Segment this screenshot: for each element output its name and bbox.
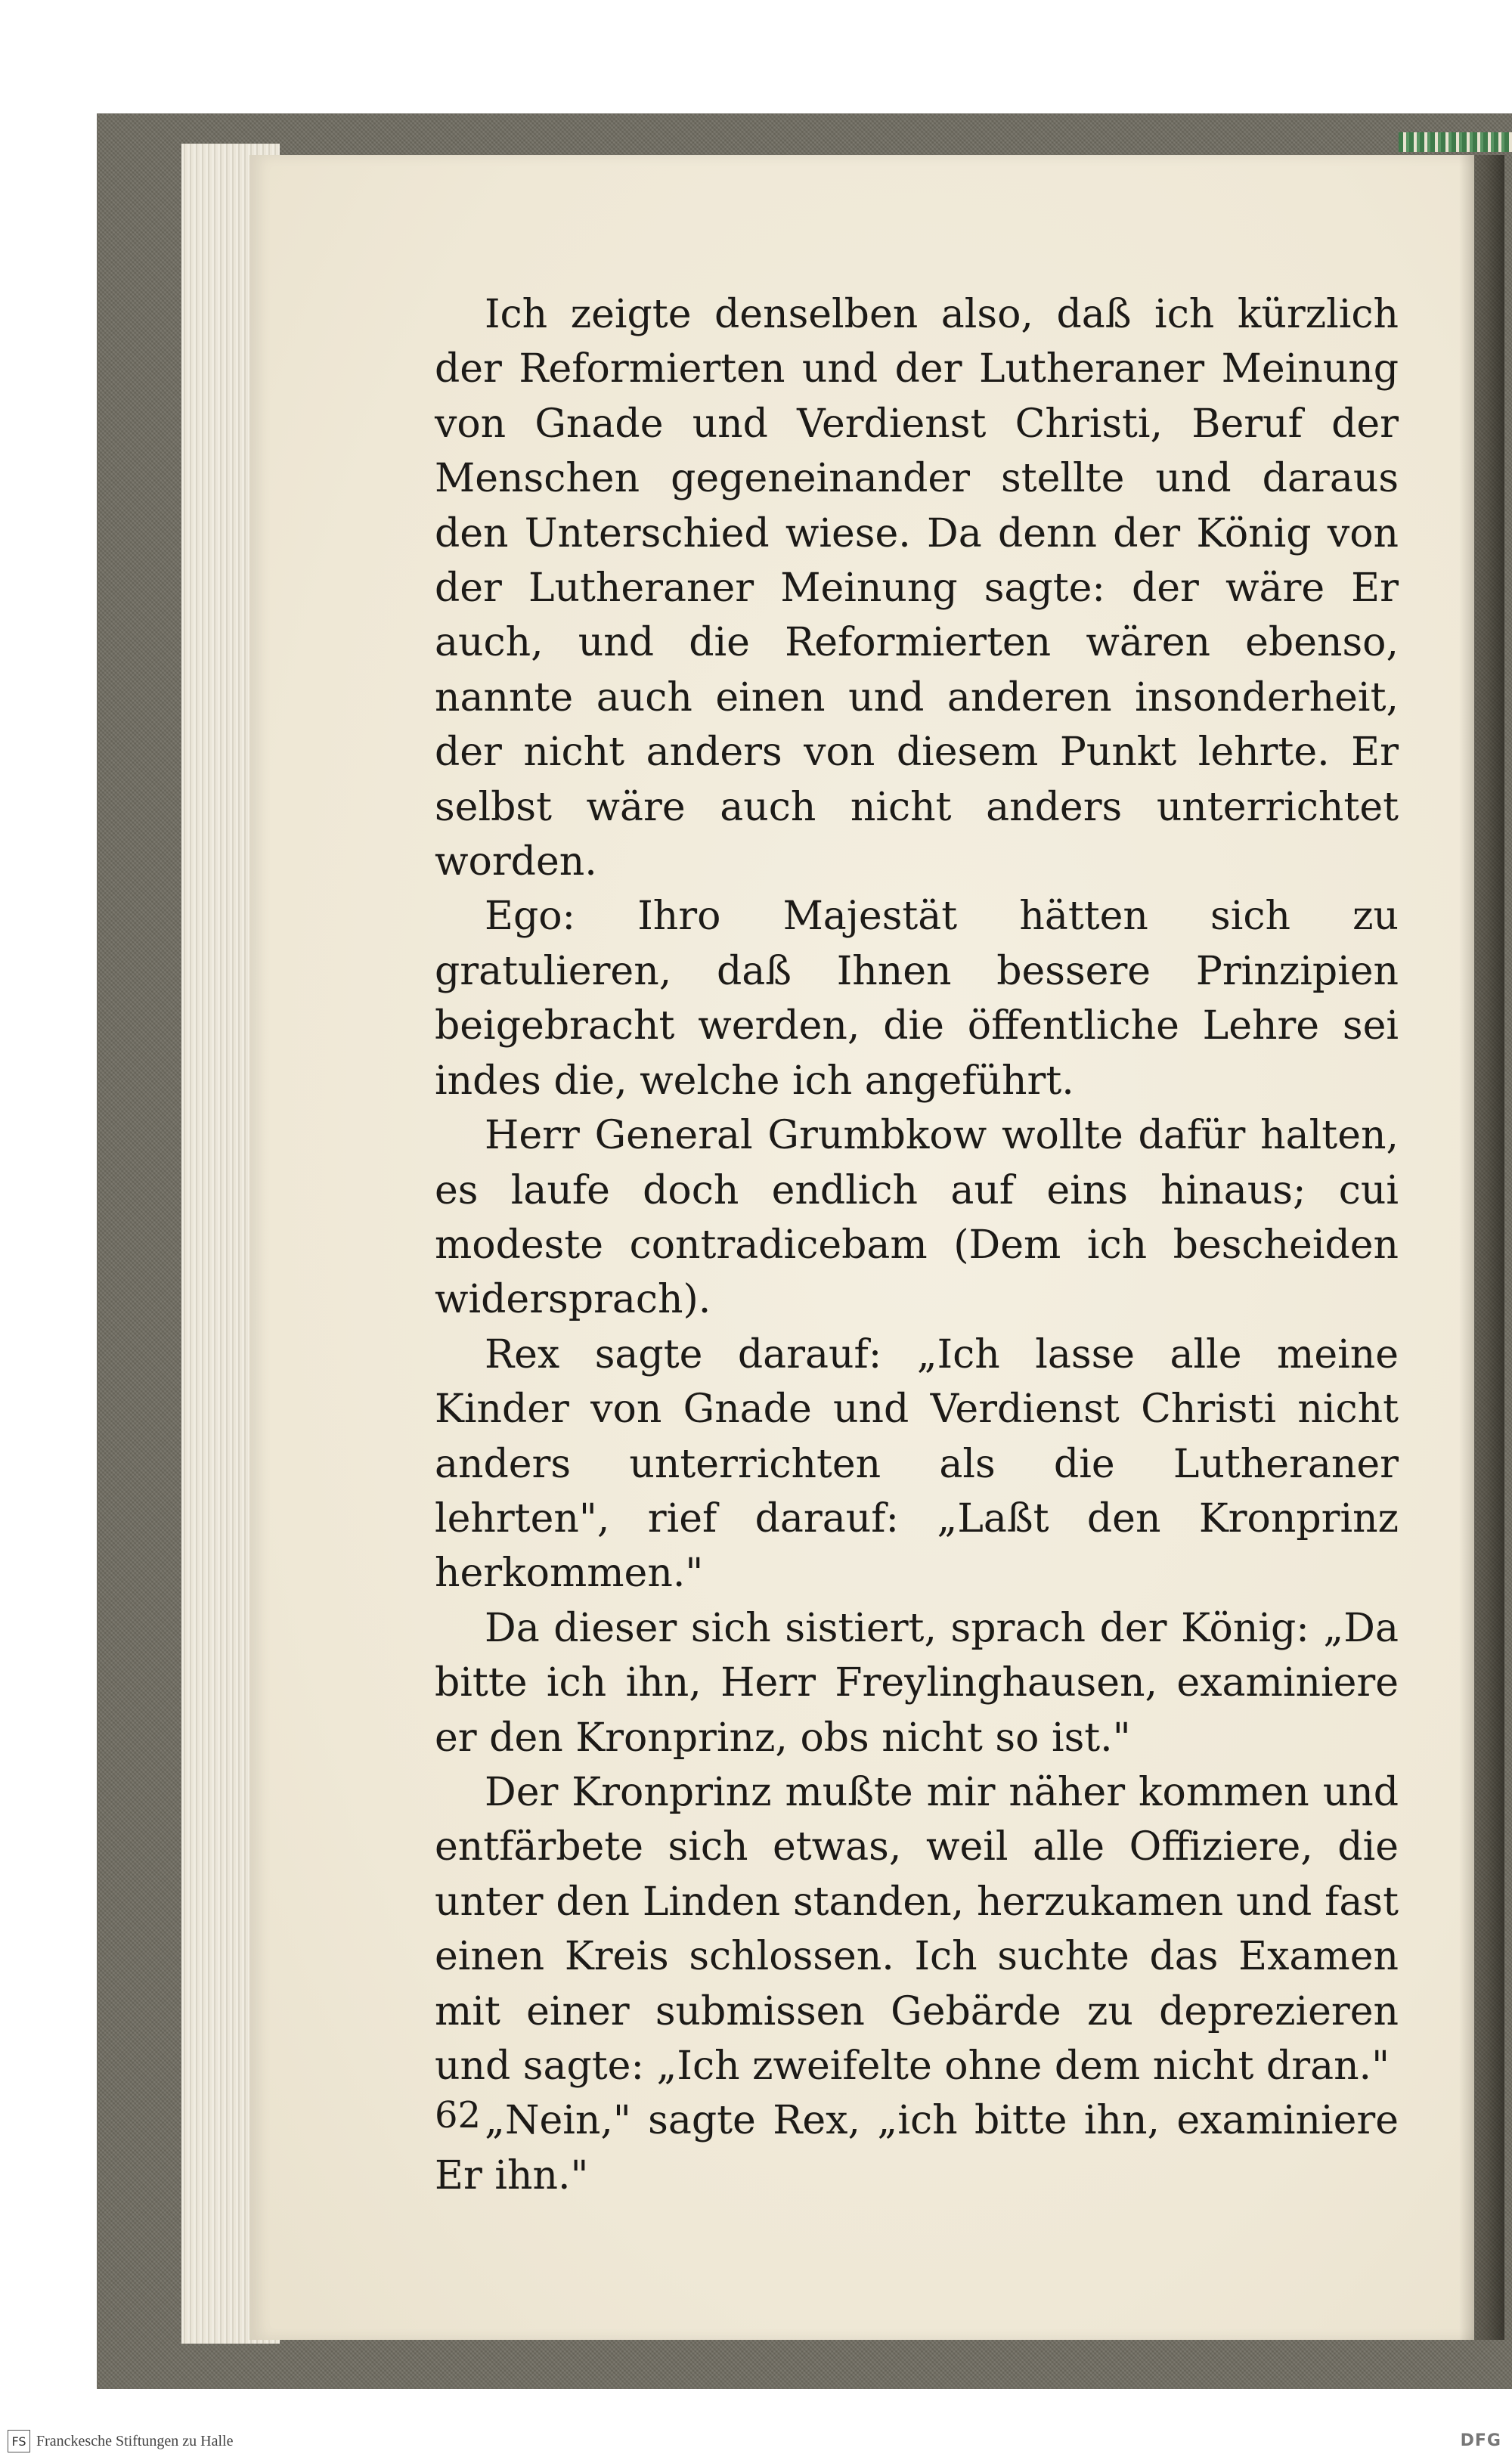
paragraph: Herr General Grumbkow wollte dafür halten, es laufe doch endlich auf eins hinaus; cui modeste contradicebam (Dem ich bescheiden widersprach). xyxy=(435,1113,1399,1323)
page-text xyxy=(435,287,1399,2203)
paragraph: Ego: Ihro Majestät hätten sich zu gratulieren, daß Ihnen bessere Prinzipien beigebracht werden, die öffentliche Lehre sei indes die, welche ich angeführt. xyxy=(435,894,1399,1104)
paragraph: „Nein," sagte Rex, „ich bitte ihn, examiniere Er ihn." xyxy=(435,2098,1399,2198)
institution-logo-icon: FS xyxy=(8,2430,30,2452)
institution-name: Franckesche Stiftungen zu Halle xyxy=(36,2433,234,2449)
paragraph: Der Kronprinz mußte mir näher kommen und entfärbete sich etwas, weil alle Offiziere, die unter den Linden standen, herzukamen und fast einen Kreis schlossen. Ich suchte das Examen mit einer submissen Gebärde zu deprezieren und sagte: „Ich zweifelte ohne dem nicht dran." xyxy=(435,1769,1399,2089)
paragraph: Da dieser sich sistiert, sprach der König: „Da bitte ich ihn, Herr Freylinghausen, examiniere er den Kronprinz, obs nicht so ist." xyxy=(435,1605,1399,1761)
bookmark-ribbon xyxy=(1399,132,1512,152)
page-number: 62 xyxy=(435,2094,482,2136)
dfg-logo: DFG xyxy=(1460,2431,1501,2450)
binding-gutter-shadow xyxy=(1459,155,1504,2340)
paragraph: Ich zeigte denselben also, daß ich kürzlich der Reformierten und der Lutheraner Meinung von Gnade und Verdienst Christi, Beruf der Menschen gegeneinander stellte und daraus den Unterschied wiese. Da denn der König von der Lutheraner Meinung sagte: der wäre Er auch, und die Reformierten wären ebenso, nannte auch einen und anderen insonderheit, der nicht anders von diesem Punkt lehrte. Er selbst wäre auch nicht anders unterrichtet worden. xyxy=(435,292,1399,885)
paragraph: Rex sagte darauf: „Ich lasse alle meine Kinder von Gnade und Verdienst Christi nicht anders unterrichten als die Lutheraner lehrten", rief darauf: „Laßt den Kronprinz herkommen." xyxy=(435,1331,1399,1597)
footer-bar xyxy=(0,2427,1512,2454)
